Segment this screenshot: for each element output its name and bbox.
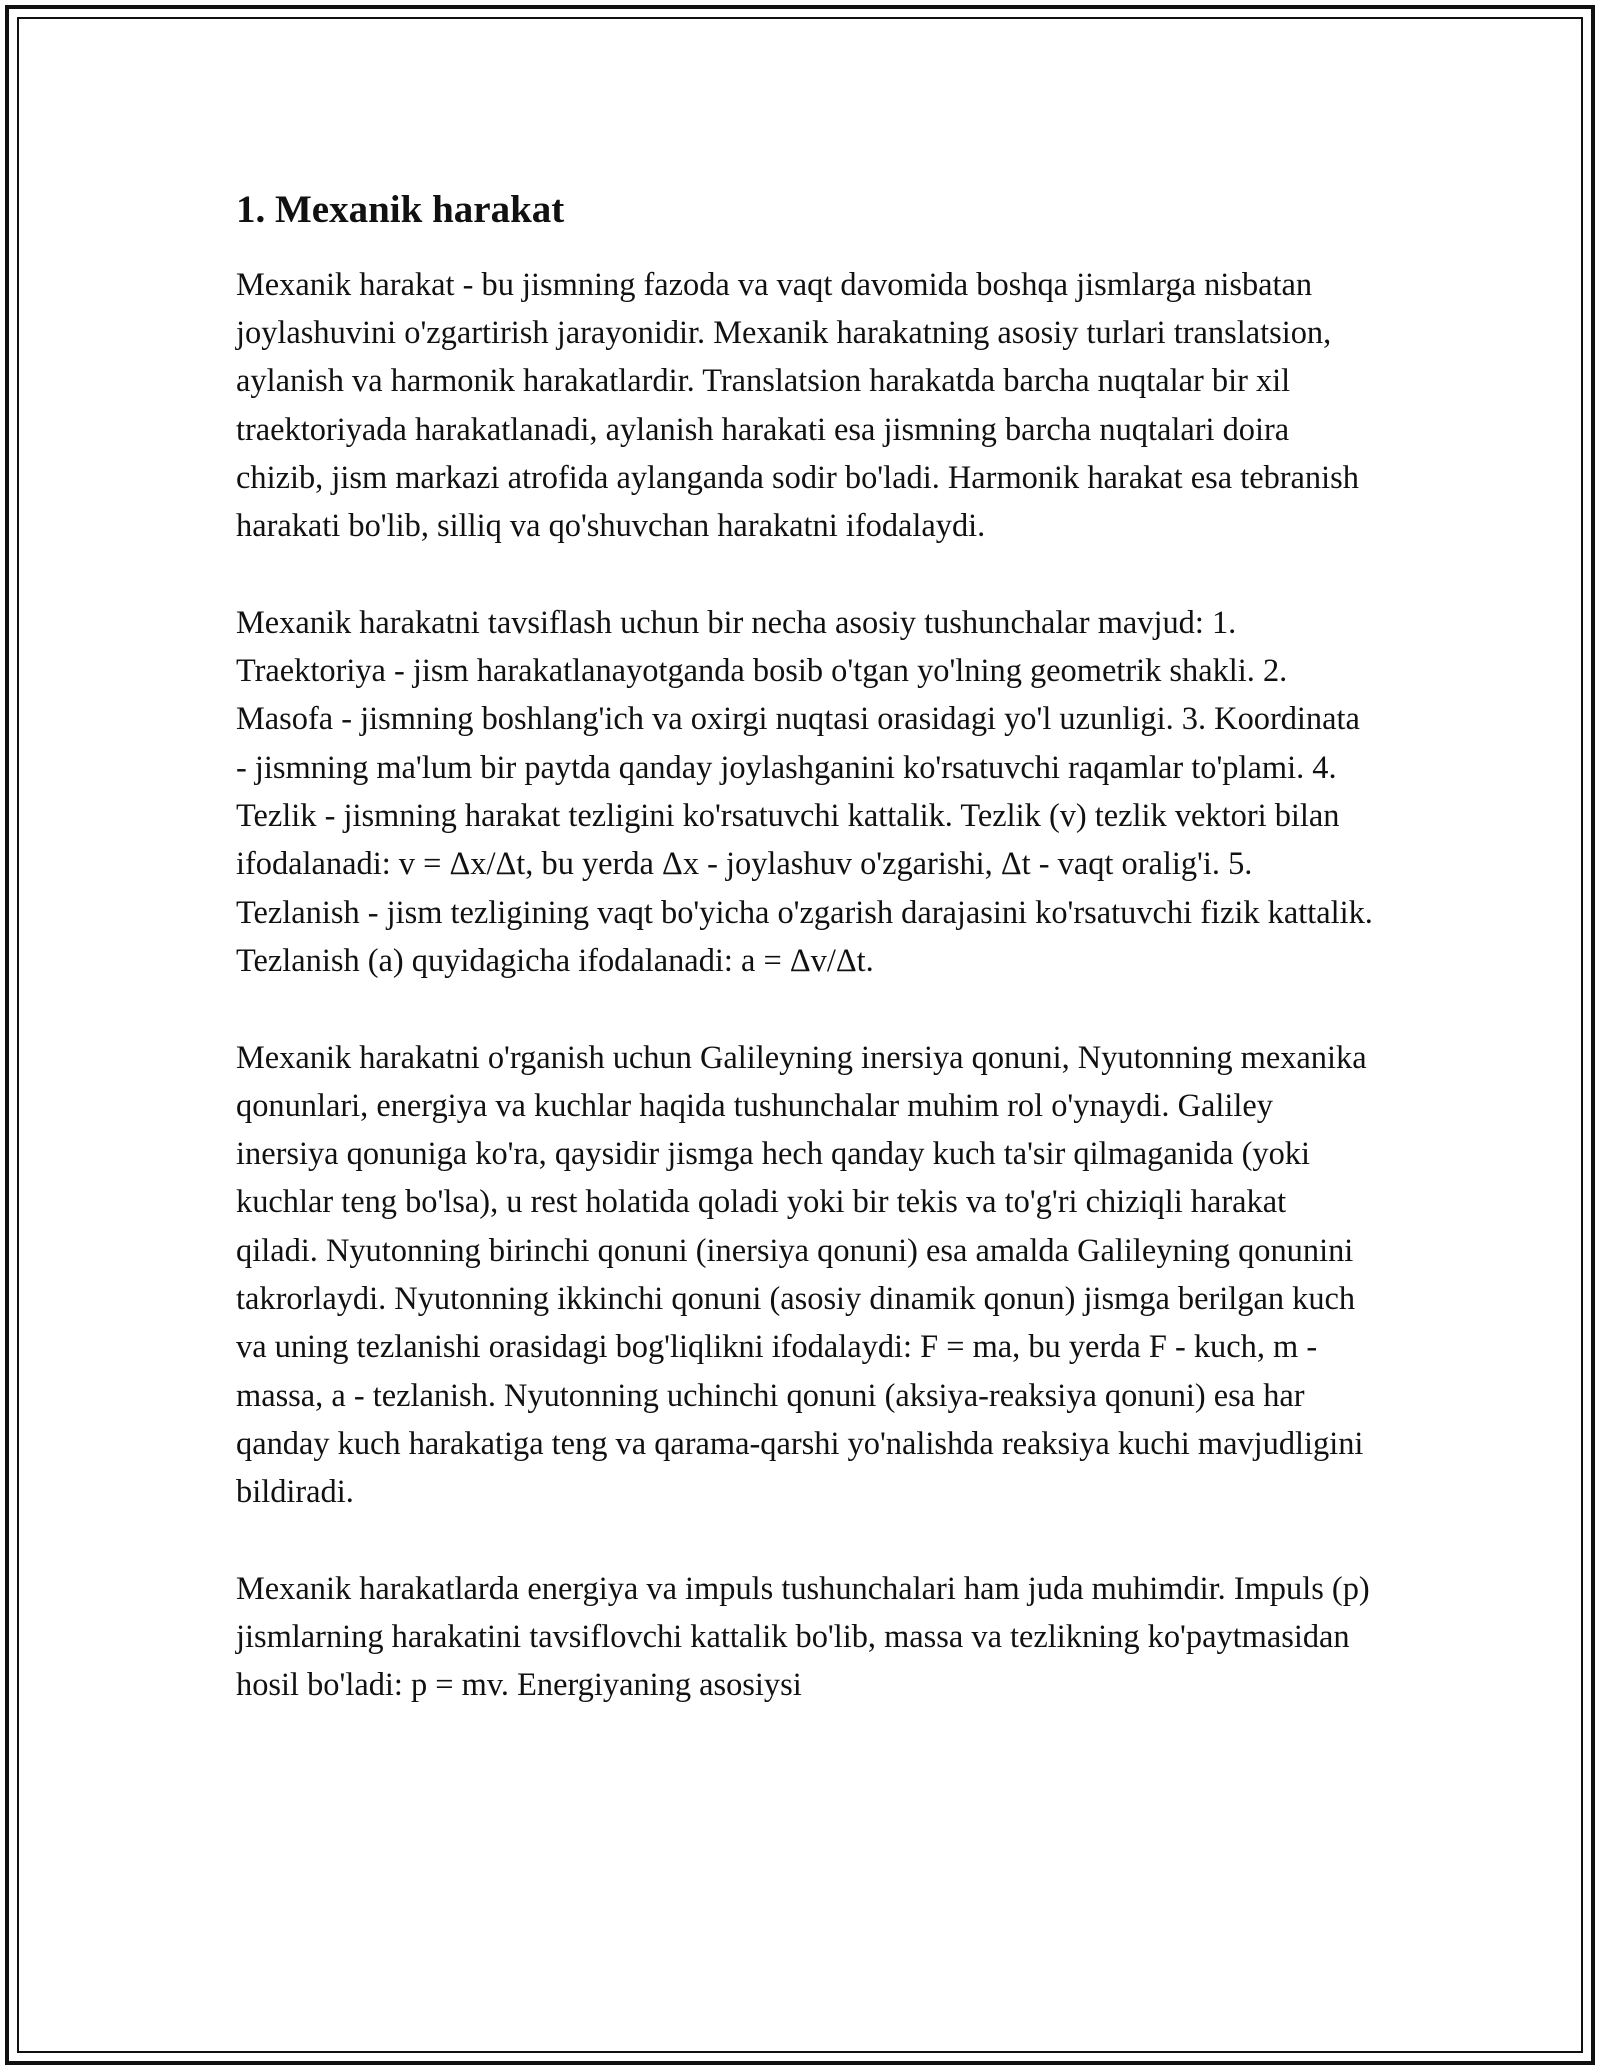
paragraph-2: Mexanik harakatni tavsiflash uchun bir necha asosiy tushunchalar mavjud: 1. Traektoriya - jism harakatlanayotganda bosib o'tgan yo'lning geometrik shakli. 2. Masofa - jismning boshlang'ich va oxirgi nuqtasi orasidagi yo'l uzunligi. 3. Koordinata - jismning ma'lum bir paytda qanday joylashganini ko'rsatuvchi raqamlar to'plami. 4. Tezlik - jismning harakat tezligini ko'rsatuvchi kattalik. Tezlik (v) tezlik vektori bilan ifodalanadi: v = Δx/Δt, bu yerda Δx - joylashuv o'zgarishi, Δt - vaqt oralig'i. 5. Tezlanish - jism tezligining vaqt bo'yicha o'zgarish darajasini ko'rsatuvchi fizik kattalik. Tezlanish (a) quyidagicha ifodalanadi: a = Δv/Δt. (236, 604, 1373, 979)
document-body (236, 186, 1376, 1758)
paragraph-4: Mexanik harakatlarda energiya va impuls tushunchalari ham juda muhimdir. Impuls (p) jismlarning harakatini tavsiflovchi kattalik bo'lib, massa va tezlikning ko'paytmasidan hosil bo'ladi: p = mv. Energiyaning asosiysi (236, 1570, 1370, 1704)
section-heading: 1. Mexanik harakat (236, 188, 565, 231)
paragraph-3: Mexanik harakatni o'rganish uchun Galileyning inersiya qonuni, Nyutonning mexanika qonunlari, energiya va kuchlar haqida tushunchalar muhim rol o'ynaydi. Galiley inersiya qonuniga ko'ra, qaysidir jismga hech qanday kuch ta'sir qilmaganida (yoki kuchlar teng bo'lsa), u rest holatida qoladi yoki bir tekis va to'g'ri chiziqli harakat qiladi. Nyutonning birinchi qonuni (inersiya qonuni) esa amalda Galileyning qonunini takrorlaydi. Nyutonning ikkinchi qonuni (asosiy dinamik qonun) jismga berilgan kuch va uning tezlanishi orasidagi bog'liqlikni ifodalaydi: F = ma, bu yerda F - kuch, m - massa, a - tezlanish. Nyutonning uchinchi qonuni (aksiya-reaksiya qonuni) esa har qanday kuch harakatiga teng va qarama-qarshi yo'nalishda reaksiya kuchi mavjudligini bildiradi. (236, 1039, 1367, 1511)
paragraph-1: Mexanik harakat - bu jismning fazoda va vaqt davomida boshqa jismlarga nisbatan joylashuvini o'zgartirish jarayonidir. Mexanik harakatning asosiy turlari translatsion, aylanish va harmonik harakatlardir. Translatsion harakatda barcha nuqtalar bir xil traektoriyada harakatlanadi, aylanish harakati esa jismning barcha nuqtalari doira chizib, jism markazi atrofida aylanganda sodir bo'ladi. Harmonik harakat esa tebranish harakati bo'lib, silliq va qo'shuvchan harakatni ifodalaydi. (236, 266, 1359, 545)
